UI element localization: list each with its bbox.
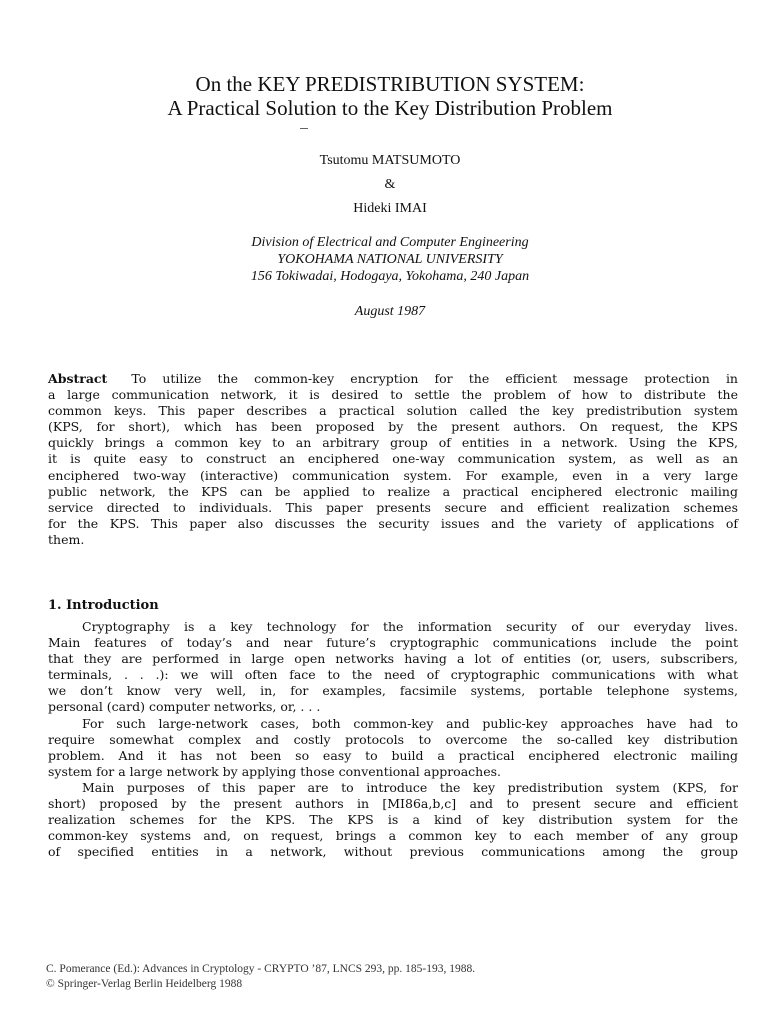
abstract-line: enciphered two-way (interactive) communication system. For example, even in a very large (48, 467, 738, 483)
intro-line: system for a large network by applying those conventional approaches. (48, 763, 501, 779)
abstract-line: for the KPS. This paper also discusses the security issues and the variety of applications of (48, 515, 738, 531)
intro-line: we don’t know very well, in, for examples, facsimile systems, portable telephone systems, (48, 683, 738, 699)
author-2: Hideki IMAI (353, 201, 427, 216)
abstract-paragraph (48, 371, 738, 548)
abstract-line: Abstract To utilize the common-key encryption for the efficient message protection in (48, 371, 738, 386)
intro-line: terminals, . . .): we will often face to the need of cryptographic communications with what (48, 667, 738, 683)
affiliation-address: 156 Tokiwadai, Hodogaya, Yokohama, 240 Japan (250, 269, 530, 284)
footer-citation: C. Pomerance (Ed.): Advances in Cryptology - CRYPTO ’87, LNCS 293, pp. 185-193, 1988. (46, 963, 476, 975)
intro-line: Main features of today’s and near future’s cryptographic communications include the point (48, 635, 738, 651)
intro-line: of specified entities in a network, without previous communications among the group (48, 844, 738, 860)
abstract-heading: Abstract (48, 371, 108, 386)
publication-footer (46, 962, 736, 992)
abstract-line: a large communication network, it is desired to settle the problem of how to distribute the (48, 387, 738, 403)
scan-mark (300, 128, 308, 129)
author-separator: & (384, 177, 396, 192)
paper-title-line-1: On the KEY PREDISTRIBUTION SYSTEM: (195, 72, 585, 96)
author-1: Tsutomu MATSUMOTO (319, 153, 461, 168)
intro-line: personal (card) computer networks, or, . . . (48, 699, 321, 715)
intro-line: common-key systems and, on request, brings a common key to each member of any group (48, 828, 738, 844)
intro-line: Main purposes of this paper are to introduce the key predistribution system (KPS, for (82, 779, 738, 795)
intro-line: short) proposed by the present authors in [MI86a,b,c] and to present secure and efficient (48, 796, 738, 812)
affiliation-division: Division of Electrical and Computer Engineering (251, 235, 529, 250)
intro-line: realization schemes for the KPS. The KPS is a kind of key distribution system for the (48, 812, 738, 828)
abstract-line: service directed to individuals. This paper presents secure and efficient realization schemes (48, 499, 738, 515)
abstract-line: (KPS, for short), which has been proposed by the present authors. On request, the KPS (48, 419, 738, 435)
intro-line: For such large-network cases, both common-key and public-key approaches have had to (82, 715, 738, 731)
abstract-line: them. (48, 531, 85, 547)
intro-line: that they are performed in large open networks having a lot of entities (or, users, subscribers, (48, 651, 738, 667)
footer-copyright: © Springer-Verlag Berlin Heidelberg 1988 (46, 978, 243, 990)
introduction-body (48, 619, 738, 860)
intro-line: Cryptography is a key technology for the information security of our everyday lives. (82, 619, 738, 634)
paper-title-line-2: A Practical Solution to the Key Distribution Problem (167, 96, 613, 120)
abstract-line: it is quite easy to construct an enciphered one-way communication system, as well as an (48, 451, 738, 467)
abstract-line: quickly brings a common key to an arbitrary group of entities in a network. Using the KPS, (48, 435, 738, 451)
abstract-line: public network, the KPS can be applied to realize a practical enciphered electronic mailing (48, 483, 738, 499)
intro-line: problem. And it has not been so easy to build a practical enciphered electronic mailing (48, 747, 738, 763)
abstract-line: common keys. This paper describes a practical solution called the key predistribution system (48, 403, 738, 419)
paper-date: August 1987 (354, 304, 426, 319)
affiliation-university: YOKOHAMA NATIONAL UNIVERSITY (277, 252, 503, 267)
intro-line: require somewhat complex and costly protocols to overcome the so-called key distribution (48, 731, 738, 747)
section-heading-introduction: 1. Introduction (48, 598, 159, 613)
